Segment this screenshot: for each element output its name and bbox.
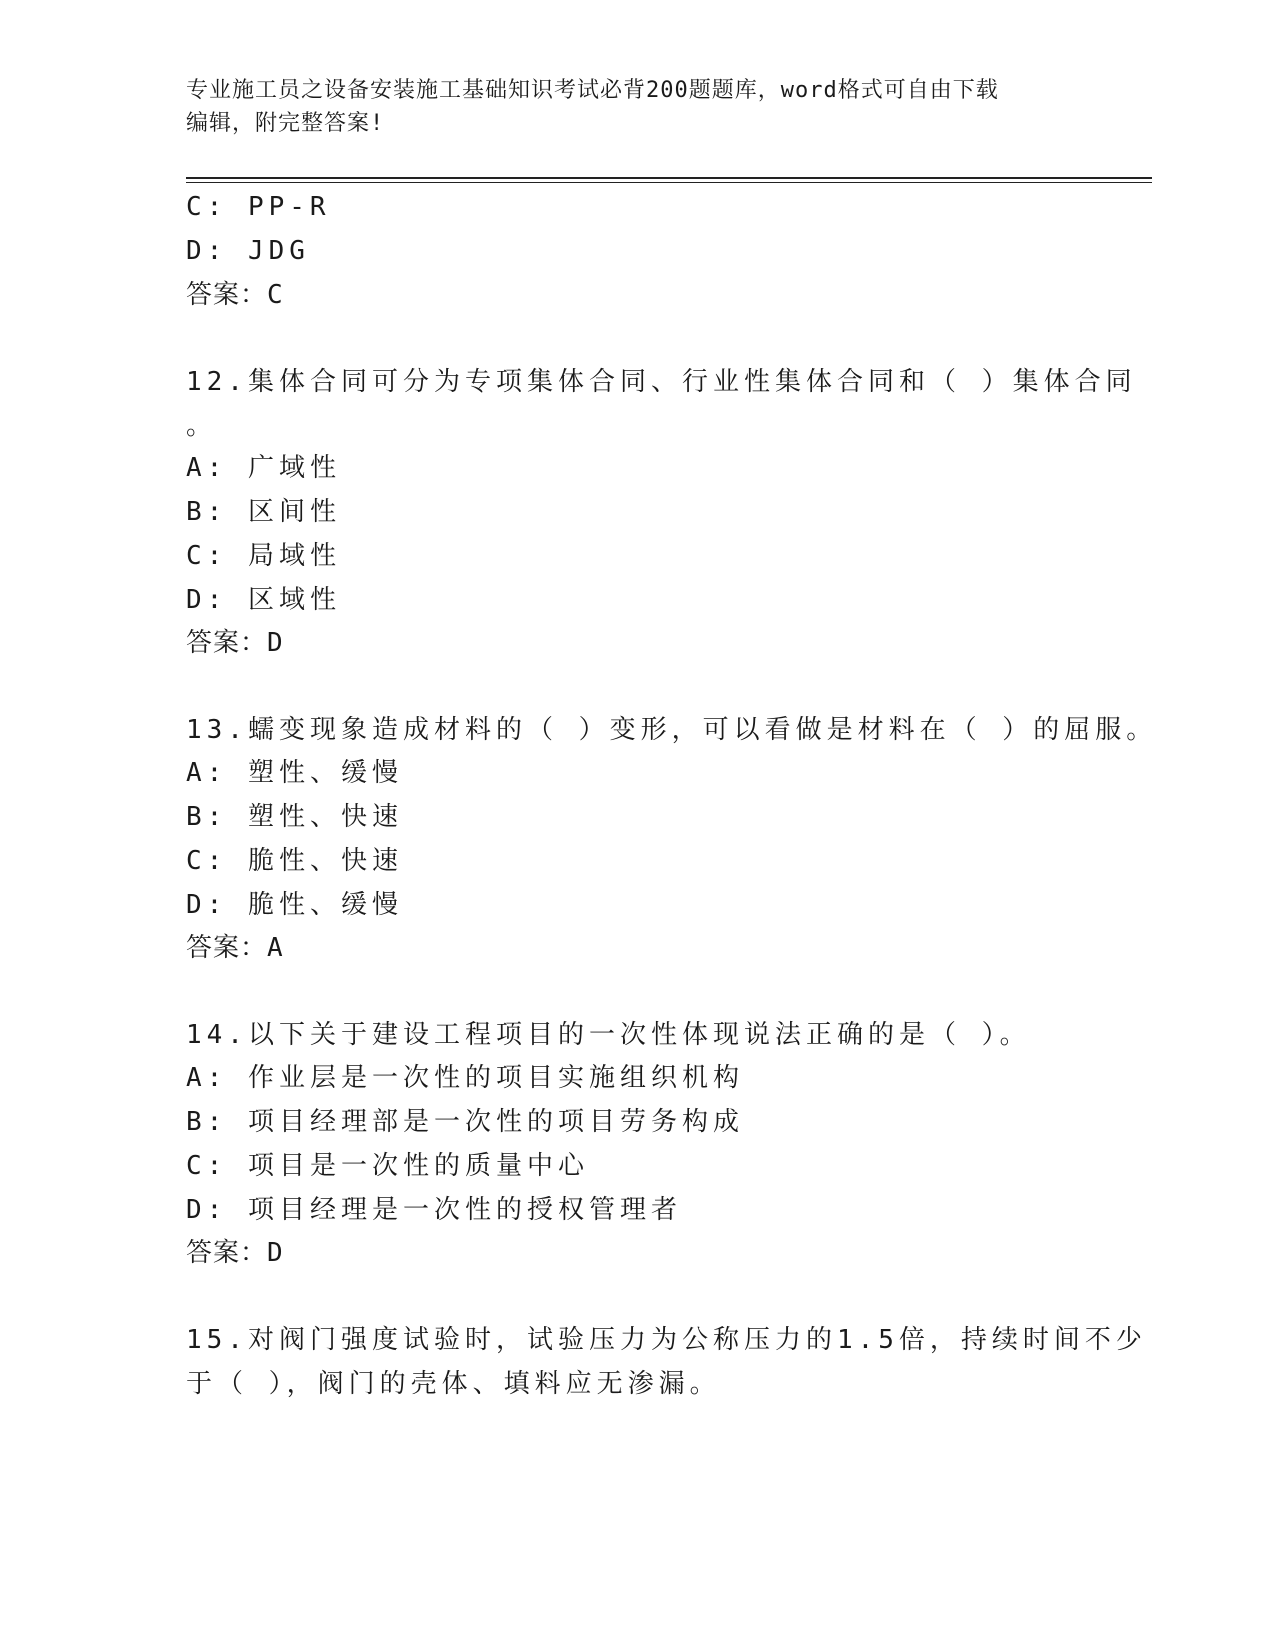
q12-stem-line-1: 12.集体合同可分为专项集体合同、行业性集体合同和（ ）集体合同 [186,367,1137,397]
q14-option-c: C: 项目是一次性的质量中心 [186,1151,589,1181]
header-line-1: 专业施工员之设备安装施工基础知识考试必背200题题库，word格式可自由下载 [186,78,999,103]
q12-option-a: A: 广域性 [186,453,341,483]
q13-answer: 答案：A [186,933,284,963]
q12-option-b: B: 区间性 [186,497,341,527]
q15-stem-line-1: 15.对阀门强度试验时，试验压力为公称压力的1.5倍，持续时间不少 [186,1325,1147,1355]
q11-answer: 答案：C [186,280,284,310]
q13-option-c: C: 脆性、快速 [186,846,403,876]
header-divider-thick [186,177,1152,179]
q15-stem-line-2: 于（ ），阀门的壳体、填料应无渗漏。 [186,1369,721,1399]
q14-stem: 14.以下关于建设工程项目的一次性体现说法正确的是（ ）。 [186,1020,1031,1050]
q13-stem: 13.蠕变现象造成材料的（ ）变形，可以看做是材料在（ ）的屈服。 [186,715,1158,745]
document-header [186,74,1086,140]
q14-option-b: B: 项目经理部是一次性的项目劳务构成 [186,1107,744,1137]
q13-option-a: A: 塑性、缓慢 [186,758,403,788]
q12-option-c: C: 局域性 [186,541,341,571]
q11-option-c: C: PP-R [186,192,331,222]
q12-option-d: D: 区域性 [186,585,341,615]
q13-option-d: D: 脆性、缓慢 [186,890,403,920]
q14-answer: 答案：D [186,1238,284,1268]
header-divider-thin [186,182,1152,183]
q14-option-d: D: 项目经理是一次性的授权管理者 [186,1195,682,1225]
header-line-2: 编辑，附完整答案! [186,111,385,136]
q13-option-b: B: 塑性、快速 [186,802,403,832]
q11-option-d: D: JDG [186,236,310,266]
q14-option-a: A: 作业层是一次性的项目实施组织机构 [186,1063,744,1093]
q12-answer: 答案：D [186,628,284,658]
q12-stem-line-2: 。 [186,411,218,441]
